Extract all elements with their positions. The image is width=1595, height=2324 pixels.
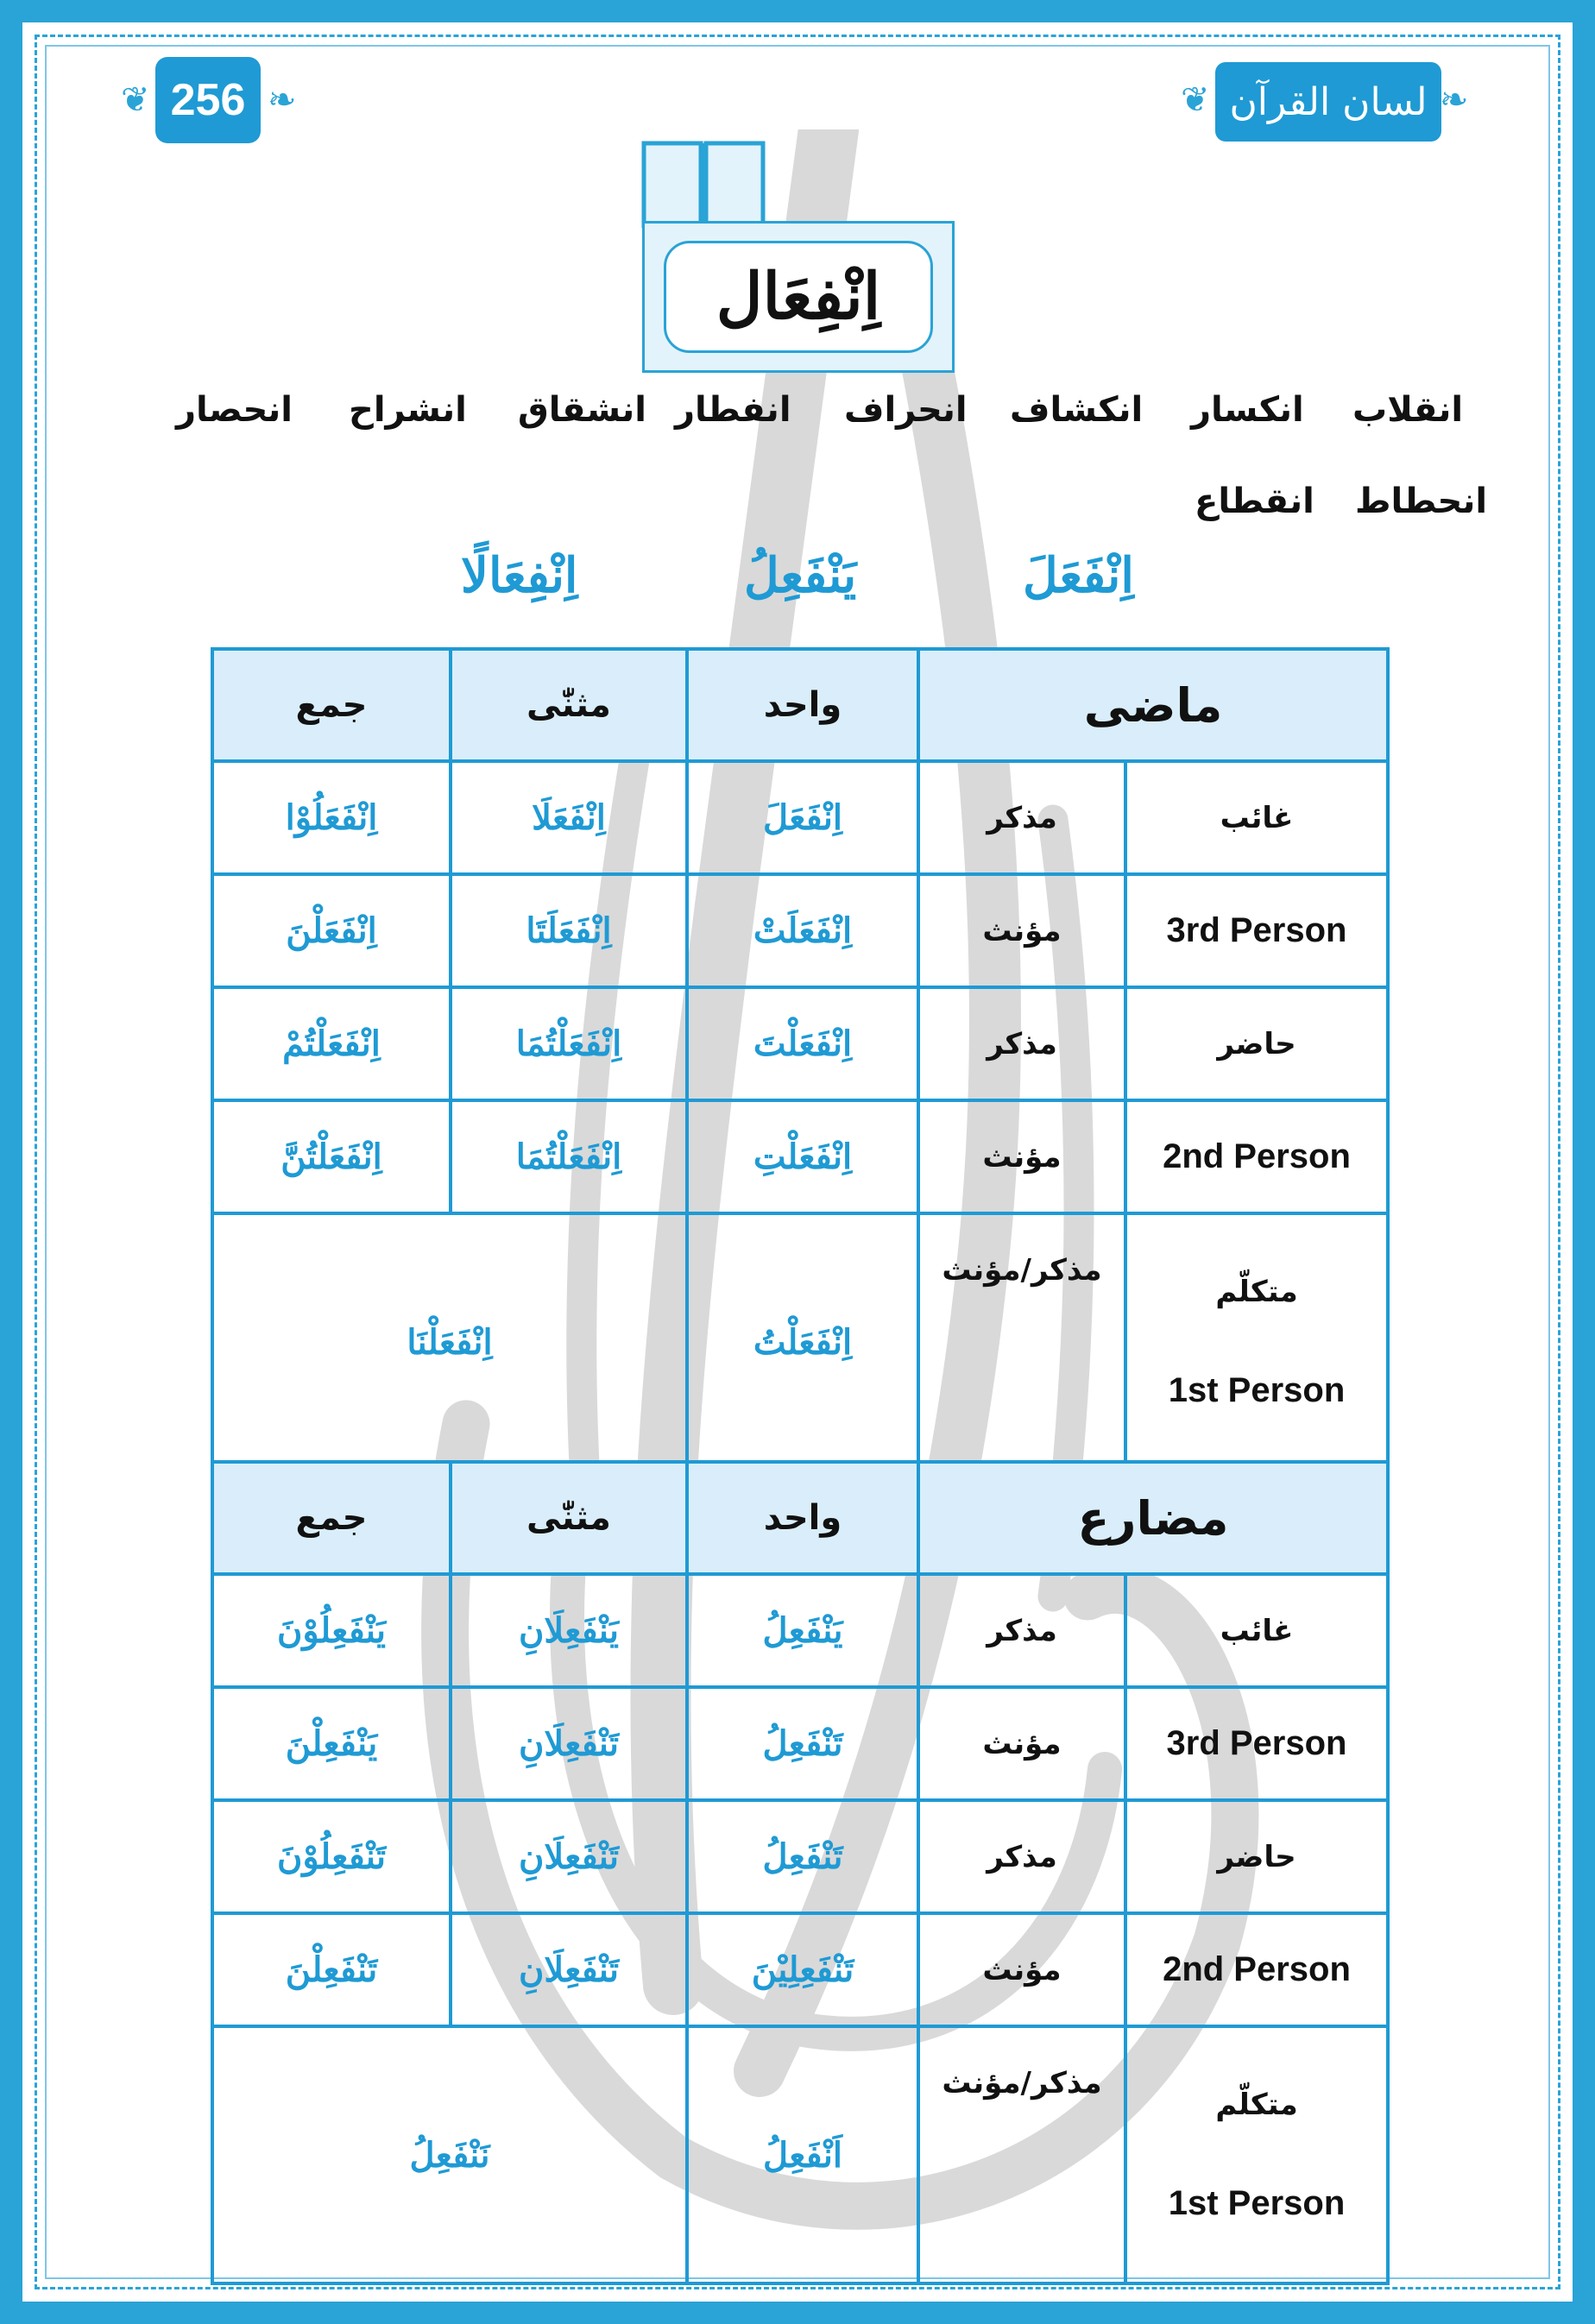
cell-muthanna-jam: نَنْفَعِلُ — [409, 2134, 490, 2176]
header-table-title: مضارع — [918, 1462, 1388, 1574]
cell-wahid: تَنْفَعِلُ — [762, 1723, 843, 1764]
cell-wahid: اَنْفَعِلُ — [762, 2134, 843, 2176]
chapter-title-box — [642, 221, 955, 373]
pattern-madi: اِنْفَعَلَ — [1023, 547, 1134, 604]
cell-person: حاضر — [1217, 1026, 1296, 1061]
pattern-mudari: يَنْفَعِلُ — [744, 547, 857, 604]
cell-wahid: تَنْفَعِلُ — [762, 1836, 843, 1877]
ornament-icon: ❦ — [121, 80, 150, 120]
table-row — [212, 874, 1388, 987]
cell-gender: مؤنث — [982, 1952, 1062, 1987]
cell-gender: مؤنث — [982, 1726, 1062, 1761]
example-word: انقطاع — [1195, 482, 1314, 521]
example-word: انشراح — [349, 390, 467, 430]
table-header-row — [212, 1462, 1388, 1574]
cell-person-en: 1st Person — [1168, 2183, 1346, 2222]
cell-muthanna: يَنْفَعِلَانِ — [519, 1610, 619, 1651]
cell-jam: اِنْفَعَلْتُمْ — [282, 1023, 381, 1064]
cell-person: متکلّم — [1215, 1274, 1298, 1309]
example-word: انحصار — [176, 390, 293, 430]
book-title-badge — [1215, 62, 1441, 142]
header-wahid: واحد — [687, 649, 918, 761]
table-row — [212, 987, 1388, 1100]
header-wahid: واحد — [687, 1462, 918, 1574]
cell-gender: مذکر/مؤنث — [942, 1253, 1102, 1288]
cell-person: غائب — [1220, 1613, 1294, 1648]
cell-gender: مذکر — [987, 1613, 1057, 1648]
cell-jam: تَنْفَعِلْنَ — [285, 1949, 378, 1990]
page-number: 256 — [170, 75, 246, 125]
table-row — [212, 1687, 1388, 1800]
cell-gender: مذکر — [987, 1839, 1057, 1874]
ornament-icon: ❧ — [1440, 80, 1469, 120]
cell-wahid: تَنْفَعِلِيْنَ — [751, 1949, 854, 1990]
cell-person: 3rd Person — [1166, 1724, 1347, 1762]
cell-wahid: اِنْفَعَلْتُ — [753, 1321, 853, 1363]
table-row-first-person — [212, 2026, 1388, 2283]
header-jam: جمع — [212, 649, 451, 761]
pattern-masdar: اِنْفِعَالًا — [461, 547, 578, 604]
table-row — [212, 1574, 1388, 1687]
book-title: لسان القرآن — [1229, 79, 1428, 124]
page-number-badge — [155, 57, 261, 143]
cell-muthanna-jam: اِنْفَعَلْنَا — [407, 1321, 493, 1363]
cell-person: غائب — [1220, 800, 1294, 835]
cell-muthanna: اِنْفَعَلْتُمَا — [515, 1023, 622, 1064]
cell-muthanna: اِنْفَعَلْتُمَا — [515, 1137, 622, 1177]
cell-person: حاضر — [1217, 1839, 1296, 1874]
example-word: انحراف — [844, 390, 968, 430]
cell-muthanna: تَنْفَعِلَانِ — [519, 1836, 619, 1877]
header-muthanna: مثنّٰی — [451, 649, 687, 761]
cell-wahid: اِنْفَعَلْتَ — [753, 1023, 853, 1064]
cell-jam: يَنْفَعِلُوْنَ — [276, 1610, 386, 1651]
header-muthanna: مثنّٰی — [451, 1462, 687, 1574]
cell-person: 3rd Person — [1166, 911, 1347, 949]
cell-muthanna: اِنْفَعَلَا — [532, 797, 606, 838]
cell-wahid: اِنْفَعَلَتْ — [753, 910, 853, 951]
example-word: انکسار — [1191, 390, 1304, 430]
cell-muthanna: اِنْفَعَلَتَا — [526, 910, 612, 951]
cell-muthanna: تَنْفَعِلَانِ — [519, 1949, 619, 1990]
cell-jam: يَنْفَعِلْنَ — [285, 1723, 378, 1764]
table-row — [212, 1913, 1388, 2026]
cell-gender: مؤنث — [982, 913, 1062, 948]
table-row-first-person — [212, 1213, 1388, 1471]
cell-wahid: اِنْفَعَلْتِ — [753, 1137, 853, 1177]
cell-gender: مذکر/مؤنث — [942, 2066, 1102, 2100]
cell-wahid: يَنْفَعِلُ — [762, 1610, 843, 1651]
example-word: انکشاف — [1010, 390, 1144, 430]
cell-wahid: اِنْفَعَلَ — [762, 797, 843, 838]
table-row — [212, 1100, 1388, 1213]
cell-gender: مذکر — [987, 800, 1057, 835]
header-table-title: ماضی — [918, 649, 1388, 761]
cell-gender: مذکر — [987, 1026, 1057, 1061]
example-word: انحطاط — [1355, 482, 1488, 521]
ornament-icon: ❧ — [268, 80, 297, 120]
cell-person: 2nd Person — [1163, 1137, 1351, 1175]
cell-jam: اِنْفَعَلْتُنَّ — [281, 1137, 382, 1177]
mudari-conjugation-table — [211, 1460, 1390, 2285]
header-jam: جمع — [212, 1462, 451, 1574]
cell-muthanna: تَنْفَعِلَانِ — [519, 1723, 619, 1764]
chapter-title: اِنْفِعَال — [664, 241, 933, 353]
cell-person: متکلّم — [1215, 2087, 1298, 2122]
example-word: انشقاق — [518, 390, 647, 430]
table-row — [212, 1800, 1388, 1913]
cell-person-en: 1st Person — [1168, 1370, 1346, 1409]
cell-jam: اِنْفَعَلْنَ — [286, 910, 377, 951]
cell-jam: تَنْفَعِلُوْنَ — [276, 1836, 386, 1877]
ornament-icon: ❦ — [1181, 80, 1210, 120]
cell-person: 2nd Person — [1163, 1950, 1351, 1988]
example-word: انقلاب — [1352, 390, 1464, 430]
example-word: انفطار — [675, 390, 791, 430]
madi-conjugation-table — [211, 647, 1390, 1472]
cell-gender: مؤنث — [982, 1139, 1062, 1175]
cell-jam: اِنْفَعَلُوْا — [285, 797, 378, 838]
table-row — [212, 761, 1388, 874]
table-header-row — [212, 649, 1388, 761]
open-book-icon — [640, 136, 766, 231]
